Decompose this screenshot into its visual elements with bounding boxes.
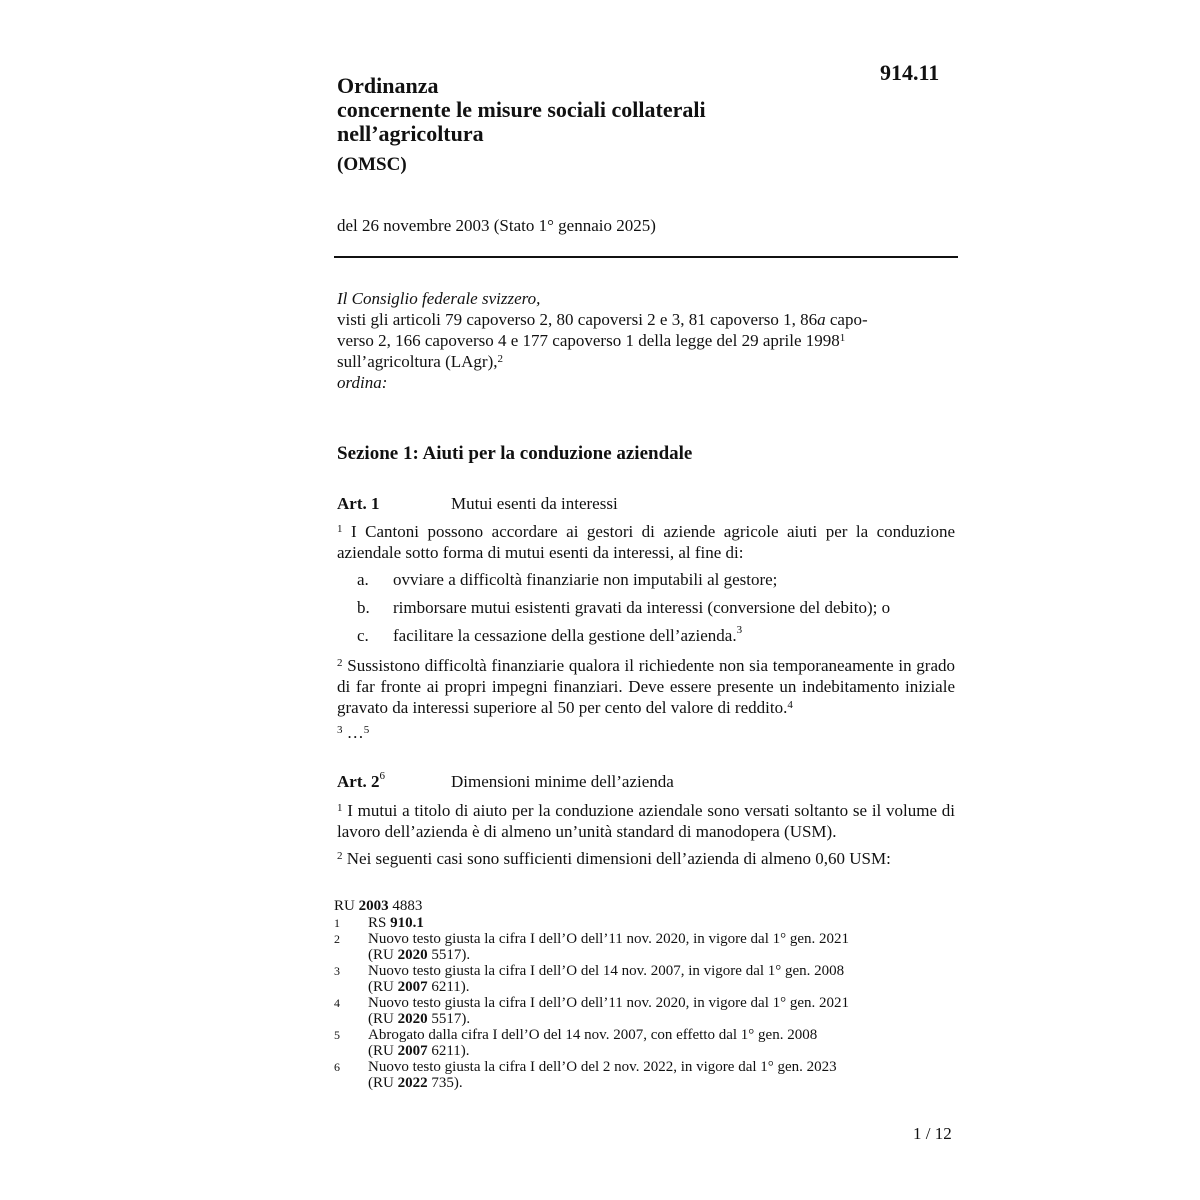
official-compilation-reference: RU 2003 4883 — [334, 898, 423, 914]
article-2-heading — [337, 772, 674, 792]
preamble-visti-line-1: visti gli articoli 79 capoverso 2, 80 capoversi 2 e 3, 81 capoverso 1, 86a capo- — [337, 310, 868, 329]
footnotes — [334, 898, 908, 1091]
preamble — [337, 288, 937, 393]
article-1-paragraph-3: $^3$ …$^5$ — [337, 723, 370, 742]
title-abbreviation: (OMSC) — [337, 154, 407, 175]
list-item: c. facilitare la cessazione della gestione dell’azienda.$^3$ — [357, 624, 743, 645]
footnote: 5 Abrogato dalla cifra I dell’O del 14 nov. 2007, con effetto dal 1° gen. 2008 (RU 2007 6211). — [334, 1027, 818, 1059]
horizontal-rule — [334, 256, 958, 258]
preamble-authority: Il Consiglio federale svizzero, — [337, 289, 541, 308]
article-number: Art. 1 — [337, 494, 380, 513]
title-line-2: concernente le misure sociali collaterali — [337, 97, 706, 122]
article-number: Art. $2^6$ — [337, 770, 385, 791]
section-heading: Sezione 1: Aiuti per la conduzione aziendale — [337, 443, 693, 464]
article-1-paragraph-1: $^1$ I Cantoni possono accordare ai gestori di aziende agricole aiuti per la conduzione aziendale sotto forma di mutui esenti da interessi, al fine di: — [337, 522, 955, 562]
article-title: Mutui esenti da interessi — [451, 494, 618, 513]
footnote: 2 Nuovo testo giusta la cifra I dell’O dell’11 nov. 2020, in vigore dal 1° gen. 2021 (RU 2020 5517). — [334, 931, 850, 963]
footnote-ref[interactable]: 2 — [497, 353, 503, 365]
list-item: a. ovviare a difficoltà finanziarie non imputabili al gestore; — [357, 570, 778, 589]
list-item: b. rimborsare mutui esistenti gravati da interessi (conversione del debito); o — [357, 598, 891, 617]
footnote-ref[interactable]: 4 — [787, 699, 793, 711]
preamble-visti-line-3: sull’agricoltura (LAgr),$^2$ — [337, 352, 503, 371]
document-title — [337, 74, 706, 146]
footnote: 6 Nuovo testo giusta la cifra I dell’O del 2 nov. 2022, in vigore dal 1° gen. 2023 (RU 2022 735). — [334, 1059, 837, 1091]
footnote-ref[interactable]: 1 — [839, 332, 846, 344]
date-line: del 26 novembre 2003 (Stato 1° gennaio 2025) — [337, 216, 656, 235]
article-1-heading — [337, 494, 618, 514]
footnote-ref[interactable]: 5 — [363, 724, 370, 736]
page-number: 1 / 12 — [913, 1124, 952, 1143]
article-2-paragraph-2: $^2$ Nei seguenti casi sono sufficienti dimensioni dell’azienda di almeno 0,60 USM: — [337, 849, 891, 868]
footnote-ref[interactable]: 3 — [736, 624, 743, 636]
footnote: 1 RS 910.1 — [334, 915, 424, 931]
preamble-visti-line-2: verso 2, 166 capoverso 4 e 177 capoverso 1 della legge del 29 aprile 1998$^1$ — [337, 331, 846, 350]
title-line-1: Ordinanza — [337, 73, 439, 98]
preamble-ordina: ordina: — [337, 373, 388, 392]
footnote: 4 Nuovo testo giusta la cifra I dell’O dell’11 nov. 2020, in vigore dal 1° gen. 2021 (RU 2020 5517). — [334, 995, 850, 1027]
article-title: Dimensioni minime dell’azienda — [451, 772, 674, 791]
article-2-paragraph-1: $^1$ I mutui a titolo di aiuto per la conduzione aziendale sono versati soltanto se il volume di lavoro dell’azienda è di almeno un’unità standard di manodopera (USM). — [337, 801, 956, 841]
title-line-3: nell’agricoltura — [337, 121, 484, 146]
footnote-ref[interactable]: 6 — [379, 770, 385, 782]
footnote: 3 Nuovo testo giusta la cifra I dell’O del 14 nov. 2007, in vigore dal 1° gen. 2008 (RU 2007 6211). — [334, 963, 845, 995]
document-number: 914.11 — [880, 60, 940, 85]
article-1-paragraph-2: $^2$ Sussistono difficoltà finanziarie qualora il richiedente non sia temporaneamente in grado di far fronte ai propri impegni finanziari. Deve essere presente un indebitamento iniziale gravato da interessi superiore al 50 per cento del valore di reddito.$^4$ — [337, 656, 956, 717]
